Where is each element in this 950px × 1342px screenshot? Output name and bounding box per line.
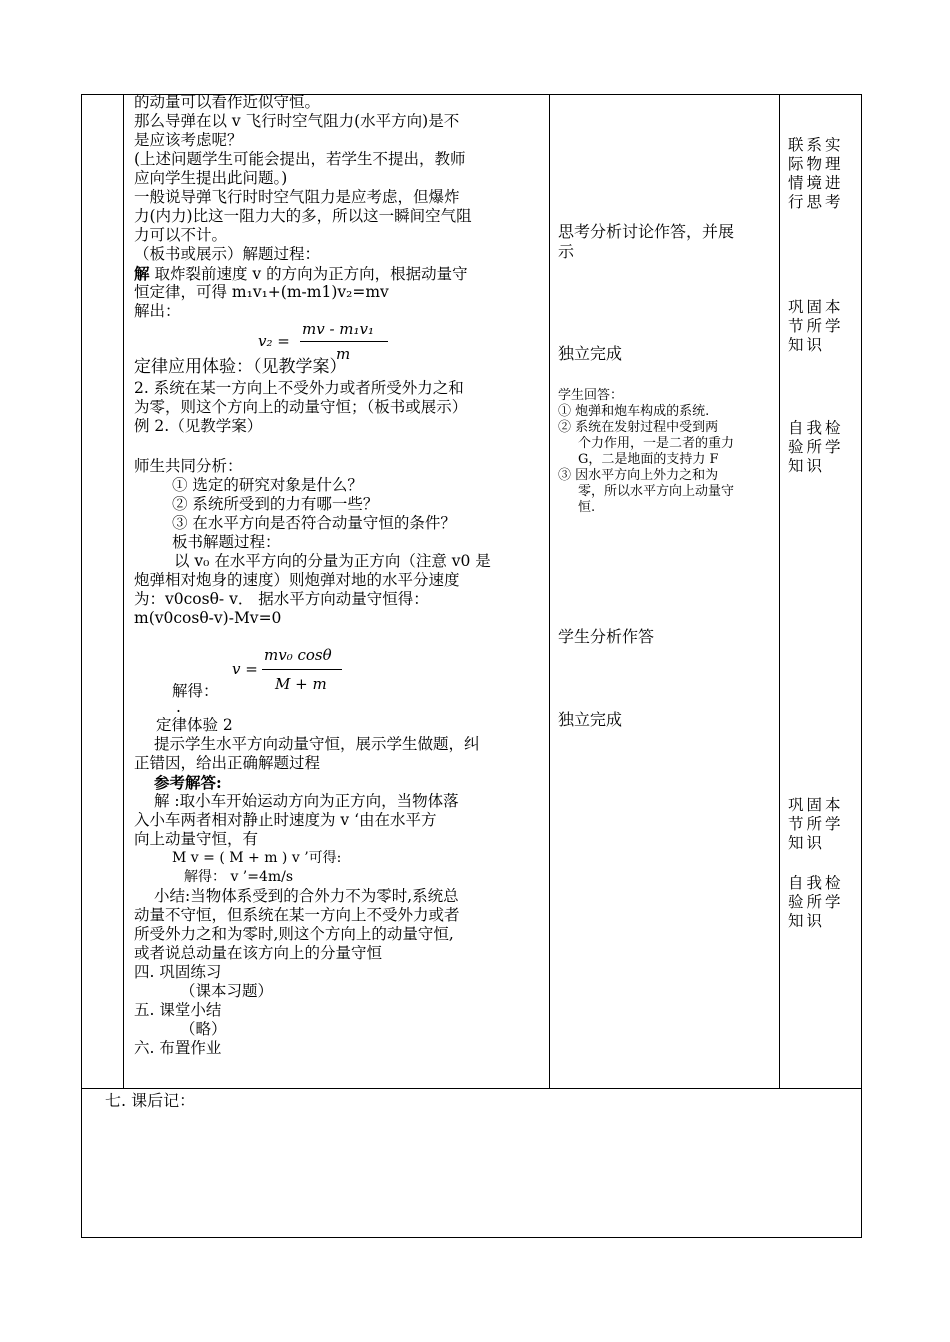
text-line: 师生共同分析： xyxy=(134,457,243,475)
text-line: 解出： xyxy=(134,302,181,320)
text-line: 或者说总动量在该方向上的分量守恒 xyxy=(134,944,383,962)
answer-item: ① 炮弹和炮车构成的系统. xyxy=(558,404,710,419)
right-block-2 xyxy=(788,298,854,355)
col-divider-left xyxy=(123,94,124,1088)
text-line: 节所学 xyxy=(788,317,844,335)
middle-student-analyze: 学生分析作答 xyxy=(558,627,655,646)
formula-v2-lhs: v₂ = xyxy=(258,332,290,350)
text-line: 炮弹相对炮身的速度）则炮弹对地的水平分速度 xyxy=(134,571,460,589)
text-line: 的动量可以看作近似守恒。 xyxy=(134,93,321,111)
col-divider-right xyxy=(779,94,780,1088)
main-column-part3 xyxy=(134,716,542,1058)
text-line: （课本习题） xyxy=(180,982,274,1000)
middle-think xyxy=(558,222,774,262)
main-column xyxy=(134,93,542,321)
answer-item: 个力作用，一是二者的重力 xyxy=(578,436,735,451)
answer-item: G，二是地面的支持力 F xyxy=(578,452,719,467)
answer-item: 零，所以水平方向上动量守 xyxy=(578,484,735,499)
law2-title: 定律体验 2 xyxy=(156,716,233,734)
question-item: 板书解题过程： xyxy=(172,533,281,551)
section-heading: 五. 课堂小结 xyxy=(134,1001,222,1019)
section-heading: 四. 巩固练习 xyxy=(134,963,222,981)
answer-item: ② 系统在发射过程中受到两 xyxy=(558,420,719,435)
text-line: 思考分析讨论作答，并展 xyxy=(558,222,735,241)
text-line: 验所学 xyxy=(788,893,844,911)
text-line: 以 v₀ 在水平方向的分量为正方向（注意 v0 是 xyxy=(174,552,491,570)
right-block-5 xyxy=(788,874,854,931)
formula-v-denominator: M + m xyxy=(275,675,327,693)
law-application-title: 定律应用体验：（见教学案） xyxy=(134,357,347,377)
middle-student-answers xyxy=(558,388,774,516)
text-line: 应向学生提出此问题。) xyxy=(134,169,288,187)
text-line: （略） xyxy=(180,1020,227,1038)
row-divider xyxy=(81,1088,862,1089)
text-line: 巩固本 xyxy=(788,796,844,814)
text-line: 提示学生水平方向动量守恒，展示学生做题，纠 xyxy=(154,735,480,753)
formula-v-numerator: mv₀ cosθ xyxy=(264,646,332,664)
text-line: 正错因，给出正确解题过程 xyxy=(134,754,321,772)
text-line: 解 :取小车开始运动方向为正方向，当物体落 xyxy=(154,792,459,810)
text-line: 行思考 xyxy=(788,193,844,211)
text-line: （板书或展示）解题过程： xyxy=(134,245,321,263)
text-line xyxy=(134,436,542,455)
answer-item: ③ 因水平方向上外力之和为 xyxy=(558,468,719,483)
text-line: 向上动量守恒，有 xyxy=(134,830,259,848)
main-column-part2 xyxy=(134,358,542,628)
text-line: 为：v0cosθ- v． 据水平方向动量守恒得： xyxy=(134,590,429,608)
text-line: 验所学 xyxy=(788,438,844,456)
formula-v-lhs: v = xyxy=(232,660,258,678)
text-line: 解得： v ’=4m/s xyxy=(184,869,294,885)
after-class-notes-label: 七. 课后记： xyxy=(105,1091,196,1110)
text-line: 恒定律，可得 m₁v₁+(m-m1)v₂=mv xyxy=(134,283,389,301)
text-line: 知识 xyxy=(788,336,826,354)
formula-v2-numerator: mv - m₁v₁ xyxy=(302,320,375,338)
text-line: 知识 xyxy=(788,912,826,930)
text-line: 是应该考虑呢？ xyxy=(134,131,243,149)
text-line: 示 xyxy=(558,242,575,261)
text-line: 小结:当物体系受到的合外力不为零时,系统总 xyxy=(154,887,459,905)
text-line: 节所学 xyxy=(788,815,844,833)
formula-v2-denominator: m xyxy=(336,345,351,363)
formula-v-bar xyxy=(262,669,342,670)
question-item: ③ 在水平方向是否符合动量守恒的条件？ xyxy=(172,514,456,532)
text-line: M v = ( M + m ) v ’可得: xyxy=(172,850,342,866)
jiede-label: 解得： xyxy=(172,682,219,700)
text-line: 2. 系统在某一方向上不受外力或者所受外力之和 xyxy=(134,379,464,397)
middle-independent-1: 独立完成 xyxy=(558,344,623,363)
text-line: 巩固本 xyxy=(788,298,844,316)
text-line: 学生回答： xyxy=(558,388,624,403)
text-line: 际物理 xyxy=(788,155,844,173)
question-item: ① 选定的研究对象是什么？ xyxy=(172,476,363,494)
right-block-4 xyxy=(788,796,854,853)
text-line: 知识 xyxy=(788,457,826,475)
text-line: 所受外力之和为零时,则这个方向上的动量守恒, xyxy=(134,925,454,943)
text-line: 知识 xyxy=(788,834,826,852)
text-line: 那么导弹在以 v 飞行时空气阻力(水平方向)是不 xyxy=(134,112,460,130)
formula-v2-bar xyxy=(300,341,388,342)
text-line: 为零，则这个方向上的动量守恒；（板书或展示） xyxy=(134,398,468,416)
middle-independent-2: 独立完成 xyxy=(558,710,623,729)
col-divider-mid xyxy=(549,94,550,1088)
dot-mark: . xyxy=(176,698,181,716)
text-line: 一般说导弹飞行时时空气阻力是应考虑，但爆炸 xyxy=(134,188,460,206)
text-line: 力可以不计。 xyxy=(134,226,228,244)
text-line: 入小车两者相对静止时速度为 v ‘由在水平方 xyxy=(134,811,437,829)
text-line: 例 2.（见教学案） xyxy=(134,417,263,435)
text-line: 自我检 xyxy=(788,874,844,892)
section-heading: 六. 布置作业 xyxy=(134,1039,222,1057)
text-line: 力(内力)比这一阻力大的多，所以这一瞬间空气阻 xyxy=(134,207,472,225)
text-line: 取炸裂前速度 v 的方向为正方向，根据动量守 xyxy=(154,265,468,283)
text-line: 情境进 xyxy=(788,174,844,192)
text-line: (上述问题学生可能会提出，若学生不提出，教师 xyxy=(134,150,466,168)
right-block-1 xyxy=(788,136,854,212)
text-line: m(v0cosθ-v)-Mv=0 xyxy=(134,609,282,627)
text-line: 自我检 xyxy=(788,419,844,437)
reference-answer-title: 参考解答: xyxy=(154,773,222,792)
jie-label: 解 xyxy=(134,264,150,283)
question-item: ② 系统所受到的力有哪一些？ xyxy=(172,495,379,513)
right-block-3 xyxy=(788,419,854,476)
text-line: 联系实 xyxy=(788,136,844,154)
answer-item: 恒. xyxy=(578,500,596,515)
solution-intro xyxy=(134,264,542,283)
text-line: 动量不守恒，但系统在某一方向上不受外力或者 xyxy=(134,906,460,924)
